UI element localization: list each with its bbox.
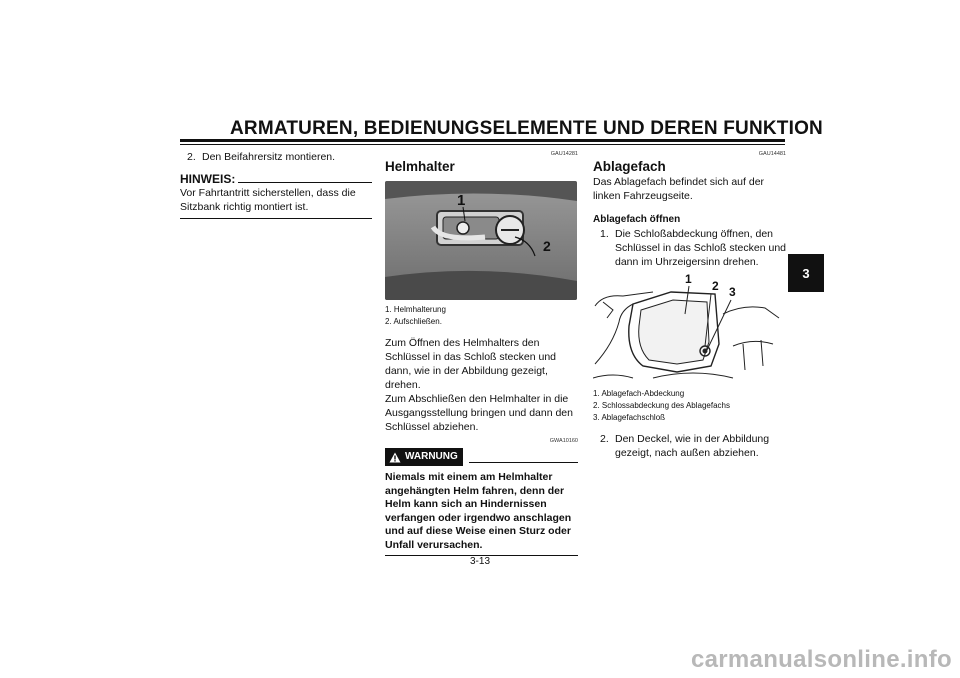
caption-item: 1. Helmhalterung [385, 305, 446, 314]
helmet-holder-photo [385, 181, 577, 300]
column-middle [385, 150, 578, 556]
page-header-title: ARMATUREN, BEDIENUNGSELEMENTE UND DEREN FUNKTION [230, 118, 823, 139]
step-number: 2. [600, 433, 609, 445]
watermark-text: carmanualsonline.info [690, 646, 952, 673]
note-heading-row [180, 172, 372, 186]
diagram-callout-1: 1 [685, 274, 692, 286]
step-number: 2. [187, 151, 196, 163]
photo-callout-1: 1 [457, 192, 466, 209]
caption-item: 3. Ablagefachschloß [593, 413, 666, 422]
warning-label: WARNUNG [405, 451, 458, 462]
photo-callout-2: 2 [543, 238, 551, 254]
subheading: Ablagefach öffnen [593, 214, 681, 225]
storage-compartment-diagram [593, 274, 785, 384]
intro-text: Das Ablagefach befindet sich auf der linken Fahrzeugseite. [593, 176, 765, 202]
section-code: GAU14281 [550, 151, 578, 157]
note-label: HINWEIS: [180, 172, 236, 186]
warning-code: GWA10160 [549, 438, 578, 444]
warning-heading-row [385, 448, 578, 466]
caption-item: 2. Schlossabdeckung des Ablagefachs [593, 401, 730, 410]
note-text: Vor Fahrtantritt sicherstellen, dass die Sitzbank richtig montiert ist. [180, 187, 356, 213]
chapter-tab-number: 3 [802, 265, 810, 281]
column-right [593, 150, 786, 460]
step-item [180, 150, 372, 164]
diagram-callout-3: 3 [729, 285, 736, 299]
step-item [593, 227, 786, 269]
diagram-callout-2: 2 [712, 279, 719, 293]
caption-item: 1. Ablagefach-Abdeckung [593, 389, 685, 398]
section-heading: Helmhalter [385, 159, 455, 174]
photo-captions [385, 304, 578, 328]
warning-text: Niemals mit einem am Helmhalter angehängten Helm fahren, denn der Helm kann sich an Hindernissen verfangen oder irgendwo anschlagen und auf diese Weise einen Sturz oder Unfall verursachen. [385, 471, 578, 556]
page-number: 3-13 [469, 556, 490, 567]
caption-item: 2. Aufschließen. [385, 317, 442, 326]
section-heading: Ablagefach [593, 159, 666, 174]
body-text: Zum Abschließen den Helmhalter in die Ausgangsstellung bringen und dann den Schlüssel abziehen. [385, 393, 573, 433]
header-rule-thick [180, 139, 785, 142]
note-rule [238, 182, 372, 183]
warning-rule [469, 462, 578, 463]
header-rule-thin [180, 144, 785, 145]
diagram-captions [593, 388, 786, 424]
step-text: Den Beifahrersitz montieren. [202, 151, 336, 163]
step-number: 1. [600, 228, 609, 240]
note-body [180, 186, 372, 219]
step-item [593, 432, 786, 460]
warning-badge [385, 448, 463, 466]
step-text: Den Deckel, wie in der Abbildung gezeigt, nach außen abziehen. [615, 433, 770, 459]
chapter-tab [788, 254, 824, 292]
section-code: GAU14481 [758, 151, 786, 157]
warning-triangle-icon [389, 452, 401, 463]
column-left [180, 150, 372, 219]
body-text: Zum Öffnen des Helmhalters den Schlüssel in das Schloß stecken und dann, wie in der Abbildung gezeigt, drehen. [385, 337, 557, 391]
step-text: Die Schloßabdeckung öffnen, den Schlüssel in das Schloß stecken und dann im Uhrzeigersinn drehen. [615, 228, 787, 268]
